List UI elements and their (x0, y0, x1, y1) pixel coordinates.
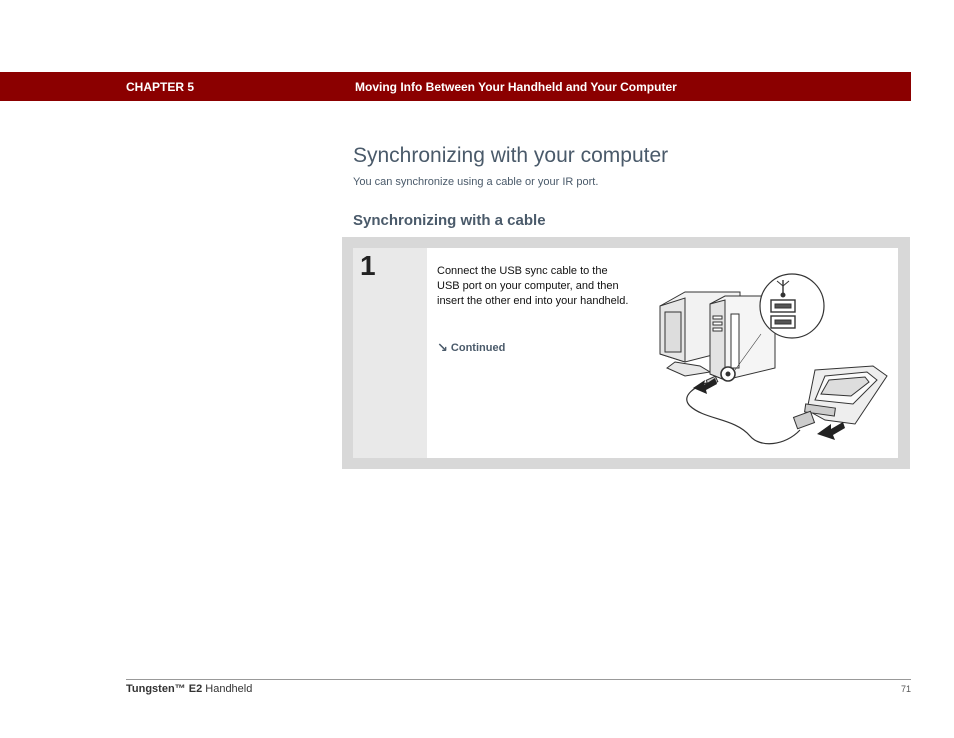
footer-product-rest: Handheld (202, 683, 253, 695)
continued-link[interactable] (437, 340, 505, 356)
usb-sync-illustration (655, 268, 895, 454)
step-number: 1 (360, 250, 376, 281)
handheld-device-illustration (805, 366, 887, 424)
chapter-title: Moving Info Between Your Handheld and Your Computer (355, 80, 677, 94)
footer-rule (126, 679, 911, 680)
footer-product-bold: Tungsten™ E2 (126, 683, 203, 695)
page-title: Synchronizing with your computer (353, 144, 669, 167)
section-title: Synchronizing with a cable (353, 212, 546, 229)
footer-product-name (126, 683, 252, 695)
chapter-label: CHAPTER 5 (126, 80, 195, 94)
intro-text: You can synchronize using a cable or your IR port. (353, 176, 599, 188)
chapter-header-bar (0, 72, 911, 101)
continued-label: Continued (450, 342, 506, 354)
step-instruction: Connect the USB sync cable to the USB port on your computer, and then insert the other end into your handheld. (437, 265, 629, 307)
page-number: 71 (900, 684, 911, 694)
arrow-down-right-icon: ↘ (437, 340, 448, 355)
